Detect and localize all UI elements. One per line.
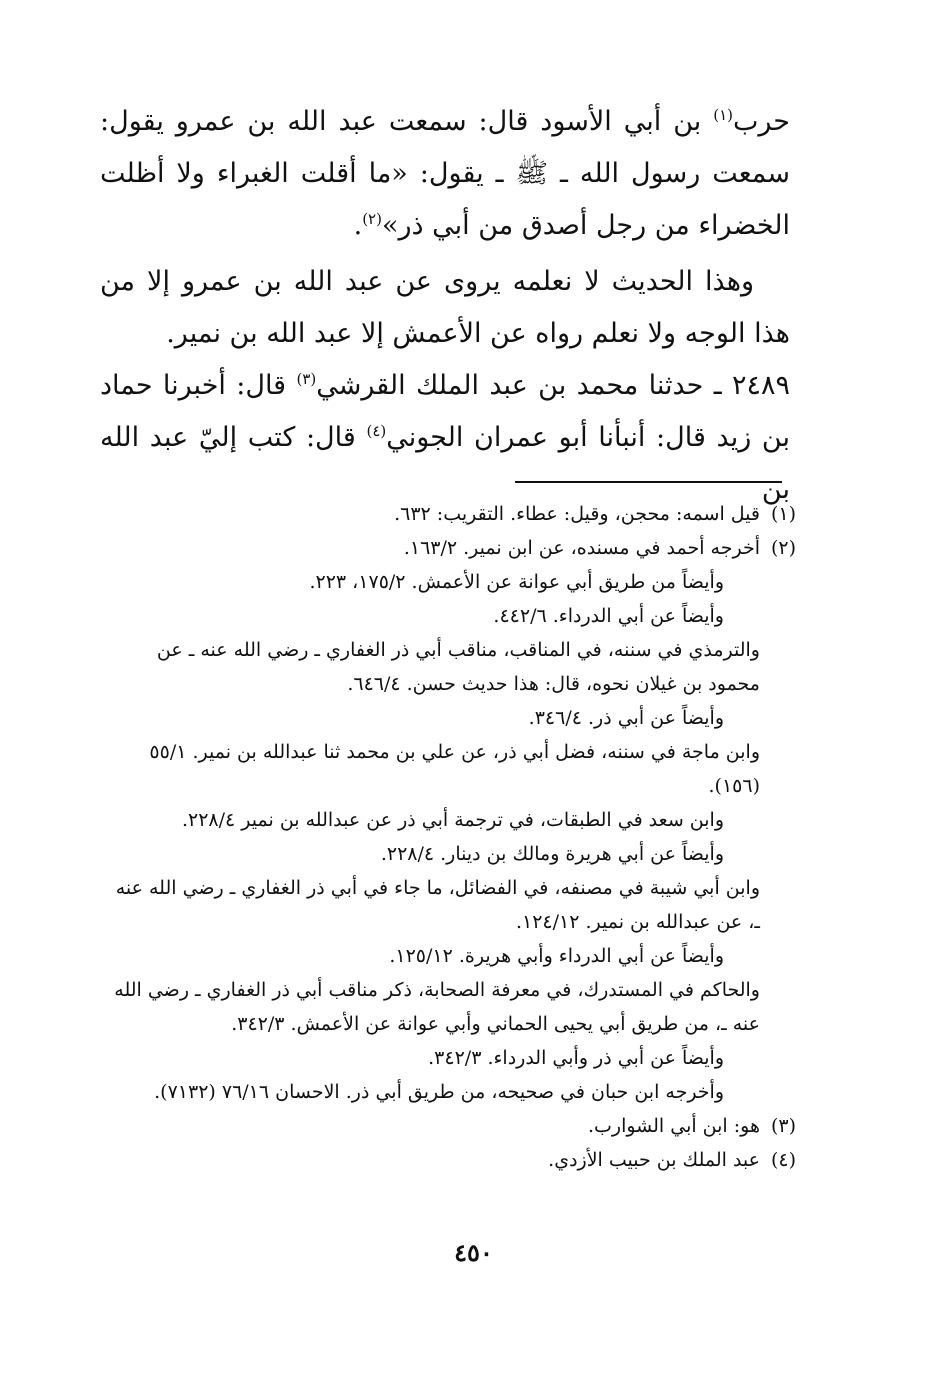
- footnote-line: والحاكم في المستدرك، في معرفة الصحابة، ذكر مناقب أبي ذر الغفاري ـ رضي الله عنه ـ، من طريق أبي يحيى الحماني وأبي عوانة عن الأعمش. ٣٤٢/٣.: [114, 979, 760, 1035]
- paragraph-commentary: وهذا الحديث لا نعلمه يروى عن عبد الله بن عمرو إلا من هذا الوجه ولا نعلم رواه عن الأعمش إلا عبد الله بن نمير.: [100, 266, 790, 349]
- footnote-line: وأخرجه ابن حبان في صحيحه، من طريق أبي ذر. الاحسان ٧٦/١٦ (٧١٣٢).: [154, 1081, 724, 1103]
- footnote-4: (٤) عبد الملك بن حبيب الأزدي.: [100, 1143, 796, 1177]
- footnote-line: وأيضاً عن أبي ذر. ٣٤٦/٤.: [528, 707, 724, 729]
- footnote-line: والترمذي في سننه، في المناقب، مناقب أبي ذر الغفاري ـ رضي الله عنه ـ عن محمود بن غيلان نحوه، قال: هذا حديث حسن. ٦٤٦/٤.: [156, 639, 760, 695]
- footnote-line: وابن أبي شيبة في مصنفه، في الفضائل، ما جاء في أبي ذر الغفاري ـ رضي الله عنه ـ، عن عبدالله بن نمير. ١٢٤/١٢.: [115, 877, 760, 933]
- footnote-2: [100, 531, 796, 1109]
- footnote-line: وأيضاً عن أبي ذر وأبي الدرداء. ٣٤٢/٣.: [428, 1047, 724, 1069]
- footnote-separator: [515, 481, 782, 483]
- paragraph-hadith-2489: ٢٤٨٩ ـ حدثنا محمد بن عبد الملك القرشي$^{(٣)}$ قال: أخبرنا حماد بن زيد قال: أنبأنا أبو عمران الجوني$^{(٤)}$ قال: كتب إليّ عبد الله بن: [100, 370, 791, 505]
- footnote-3: (٣) هو: ابن أبي الشوارب.: [100, 1109, 796, 1143]
- footnote-ref-4[interactable]: (٤): [366, 422, 387, 440]
- footnote-line: وابن سعد في الطبقات، في ترجمة أبي ذر عن عبدالله بن نمير ٢٢٨/٤.: [181, 809, 724, 831]
- paragraph-hadith-text: حرب$^{(١)}$ بن أبي الأسود قال: سمعت عبد الله بن عمرو يقول: سمعت رسول الله ـ ﷺ ـ يقول: «ما أقلت الغبراء ولا أظلت الخضراء من رجل أصدق من أبي ذر»$^{(٢)}$.: [100, 106, 790, 241]
- footnote-line: وأيضاً عن أبي الدرداء وأبي هريرة. ١٢٥/١٢.: [389, 945, 724, 967]
- footnote-number: (٣): [770, 1115, 796, 1137]
- footnote-1: (١) قيل اسمه: محجن، وقيل: عطاء. التقريب: ٦٣٢.: [100, 497, 796, 531]
- page-number: ٤٥٠: [454, 1238, 493, 1267]
- main-text: [100, 96, 790, 516]
- footnote-line: وابن ماجة في سننه، فضل أبي ذر، عن علي بن محمد ثنا عبدالله بن نمير. ٥٥/١ (١٥٦).: [149, 741, 760, 797]
- footnote-ref-1[interactable]: (١): [713, 106, 733, 124]
- footnote-line: وأيضاً عن أبي هريرة ومالك بن دينار. ٢٢٨/٤.: [380, 843, 724, 865]
- footnote-line: وأيضاً عن أبي الدرداء. ٤٤٢/٦.: [493, 605, 724, 627]
- footnote-line: أخرجه أحمد في مسنده، عن ابن نمير. ١٦٣/٢.: [403, 537, 760, 559]
- footnote-ref-3[interactable]: (٣): [296, 370, 317, 388]
- footnote-line: وأيضاً من طريق أبي عوانة عن الأعمش. ١٧٥/٢، ٢٢٣.: [309, 571, 724, 593]
- footnote-number: (٢): [770, 537, 796, 559]
- footnote-number: (١): [770, 503, 796, 525]
- footnotes: [100, 497, 796, 1177]
- footnote-number: (٤): [770, 1149, 796, 1171]
- footnote-ref-2[interactable]: (٢): [362, 210, 382, 228]
